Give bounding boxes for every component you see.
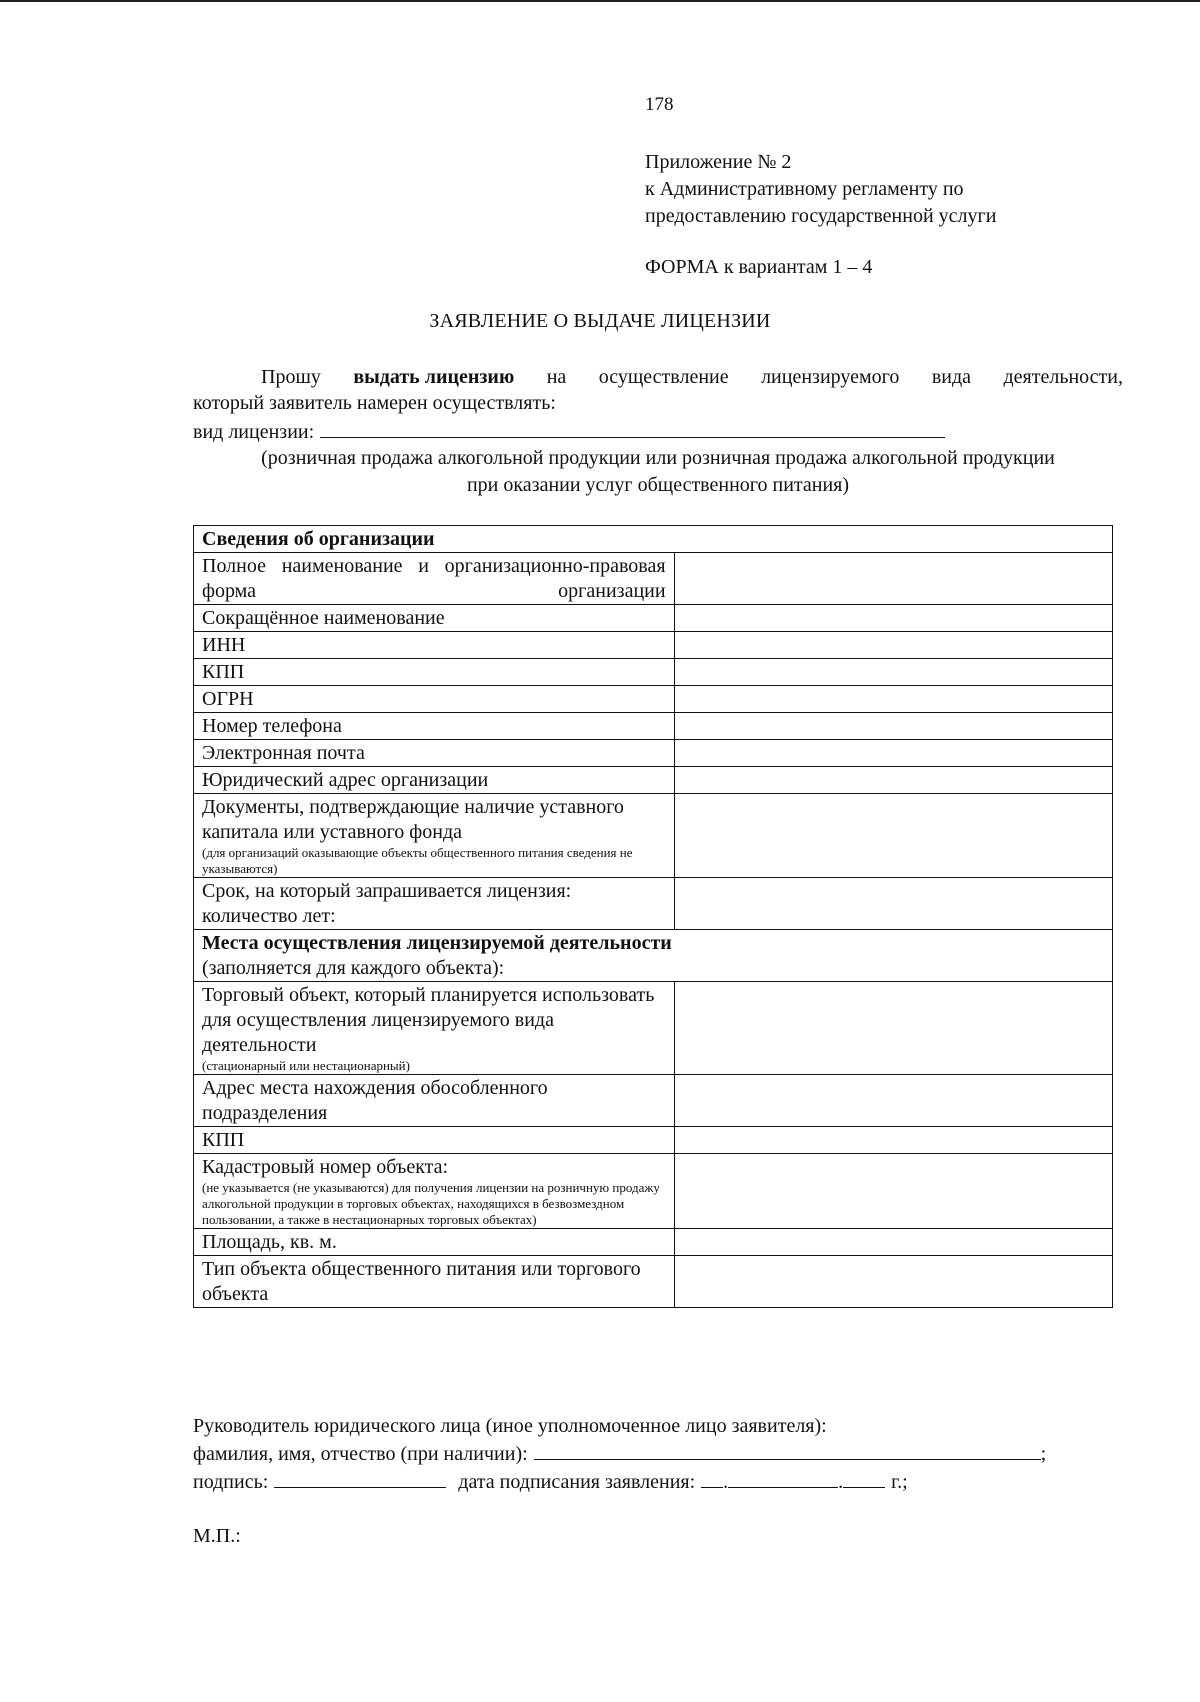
request-word: деятельности, bbox=[1003, 366, 1123, 388]
request-word: Прошу bbox=[261, 366, 321, 388]
label-capital-docs bbox=[194, 794, 675, 878]
license-type-label: вид лицензии: bbox=[193, 421, 315, 443]
organization-info-table bbox=[193, 525, 1113, 1308]
value-license-term[interactable] bbox=[674, 878, 1112, 930]
request-bold-phrase: выдать лицензию bbox=[353, 366, 515, 388]
value-full-name[interactable] bbox=[674, 553, 1112, 605]
label-legal-address: Юридический адрес организации bbox=[194, 767, 675, 794]
table-row bbox=[194, 553, 1113, 605]
section2-title: Места осуществления лицензируемой деятельности bbox=[202, 932, 672, 954]
table-row bbox=[194, 794, 1113, 878]
license-type-field[interactable] bbox=[320, 419, 945, 438]
label-phone: Номер телефона bbox=[194, 713, 675, 740]
value-email[interactable] bbox=[674, 740, 1112, 767]
signature-field[interactable] bbox=[274, 1469, 446, 1488]
table-row bbox=[194, 982, 1113, 1075]
page-number: 178 bbox=[645, 94, 674, 115]
value-cadastral[interactable] bbox=[674, 1154, 1112, 1229]
cadastral-note: (не указывается (не указываются) для получения лицензии на розничную продажу алкогольной продукции в торговых объектах, находящихся в безвозмездном пользовании, а также в нестационарных торговых объектах) bbox=[202, 1180, 660, 1227]
term-line-1: Срок, на который запрашивается лицензия: bbox=[202, 880, 572, 902]
table-row bbox=[194, 878, 1113, 930]
stamp-place-label: М.П.: bbox=[193, 1525, 241, 1547]
table-row bbox=[194, 767, 1113, 794]
capital-docs-text: Документы, подтверждающие наличие уставного капитала или уставного фонда bbox=[202, 796, 624, 843]
table-row bbox=[194, 686, 1113, 713]
section-header-organization: Сведения об организации bbox=[194, 526, 1113, 553]
capital-docs-note: (для организаций оказывающие объекты общественного питания сведения не указываются) bbox=[202, 845, 633, 876]
label-kpp: КПП bbox=[194, 659, 675, 686]
fio-row bbox=[193, 1440, 1046, 1468]
table-row bbox=[194, 1127, 1113, 1154]
license-type-row bbox=[193, 419, 945, 444]
trade-object-note: (стационарный или нестационарный) bbox=[202, 1058, 410, 1073]
table-row bbox=[194, 1256, 1113, 1308]
term-line-2: количество лет: bbox=[202, 905, 336, 927]
label-object-type: Тип объекта общественного питания или торгового объекта bbox=[194, 1256, 675, 1308]
value-capital-docs[interactable] bbox=[674, 794, 1112, 878]
value-kpp-branch[interactable] bbox=[674, 1127, 1112, 1154]
value-inn[interactable] bbox=[674, 632, 1112, 659]
year-suffix: г.; bbox=[891, 1471, 908, 1493]
hint-line-2: при оказании услуг общественного питания) bbox=[466, 474, 850, 496]
request-word: вида bbox=[931, 366, 972, 388]
table-row bbox=[194, 930, 1113, 982]
value-trade-object[interactable] bbox=[674, 982, 1112, 1075]
date-year-field[interactable] bbox=[843, 1469, 885, 1488]
request-word: на bbox=[546, 366, 567, 388]
label-cadastral bbox=[194, 1154, 675, 1229]
request-line-2: который заявитель намерен осуществлять: bbox=[193, 392, 556, 414]
table-row bbox=[194, 605, 1113, 632]
appendix-header bbox=[645, 149, 996, 230]
value-phone[interactable] bbox=[674, 713, 1112, 740]
fio-label: фамилия, имя, отчество (при наличии): bbox=[193, 1443, 528, 1465]
value-area[interactable] bbox=[674, 1229, 1112, 1256]
section2-note: (заполняется для каждого объекта): bbox=[202, 957, 505, 979]
appendix-line-2: к Административному регламенту по bbox=[645, 178, 964, 200]
document-title: ЗАЯВЛЕНИЕ О ВЫДАЧЕ ЛИЦЕНЗИИ bbox=[429, 310, 771, 332]
section-header-locations bbox=[194, 930, 1113, 982]
trade-object-text: Торговый объект, который планируется использовать для осуществления лицензируемого вида деятельности bbox=[202, 984, 655, 1056]
value-legal-address[interactable] bbox=[674, 767, 1112, 794]
table-row bbox=[194, 632, 1113, 659]
hint-line-1: (розничная продажа алкогольной продукции или розничная продажа алкогольной продукции bbox=[261, 447, 1055, 469]
label-ogrn: ОГРН bbox=[194, 686, 675, 713]
date-month-field[interactable] bbox=[728, 1469, 838, 1488]
label-email: Электронная почта bbox=[194, 740, 675, 767]
table-row bbox=[194, 659, 1113, 686]
label-inn: ИНН bbox=[194, 632, 675, 659]
table-row bbox=[194, 526, 1113, 553]
label-license-term bbox=[194, 878, 675, 930]
date-separator: . bbox=[838, 1471, 844, 1493]
table-row bbox=[194, 713, 1113, 740]
date-separator: . bbox=[723, 1471, 729, 1493]
fio-field[interactable] bbox=[534, 1441, 1041, 1460]
label-branch-address: Адрес места нахождения обособленного подразделения bbox=[194, 1075, 675, 1127]
appendix-line-1: Приложение № 2 bbox=[645, 151, 792, 173]
signature-date-row bbox=[193, 1468, 1046, 1496]
label-kpp-branch: КПП bbox=[194, 1127, 675, 1154]
license-type-hint bbox=[193, 445, 1123, 499]
date-label: дата подписания заявления: bbox=[458, 1471, 696, 1493]
table-row bbox=[194, 1154, 1113, 1229]
label-trade-object bbox=[194, 982, 675, 1075]
fio-end: ; bbox=[1040, 1443, 1047, 1465]
top-border-line bbox=[0, 0, 1200, 2]
cadastral-text: Кадастровый номер объекта: bbox=[202, 1156, 449, 1178]
request-line-1 bbox=[193, 364, 1123, 390]
form-variant-label: ФОРМА к вариантам 1 – 4 bbox=[645, 256, 873, 278]
label-area: Площадь, кв. м. bbox=[194, 1229, 675, 1256]
label-full-name: Полное наименование и организационно-правовая форма организации bbox=[194, 553, 675, 605]
table-row bbox=[194, 1229, 1113, 1256]
value-ogrn[interactable] bbox=[674, 686, 1112, 713]
signatory-heading: Руководитель юридического лица (иное уполномоченное лицо заявителя): bbox=[193, 1415, 827, 1437]
signature-block bbox=[193, 1412, 1046, 1496]
request-word: лицензируемого bbox=[761, 366, 900, 388]
table-row bbox=[194, 740, 1113, 767]
value-short-name[interactable] bbox=[674, 605, 1112, 632]
signature-label: подпись: bbox=[193, 1471, 269, 1493]
date-day-field[interactable] bbox=[701, 1469, 723, 1488]
request-paragraph bbox=[193, 364, 1123, 416]
value-kpp[interactable] bbox=[674, 659, 1112, 686]
value-object-type[interactable] bbox=[674, 1256, 1112, 1308]
value-branch-address[interactable] bbox=[674, 1075, 1112, 1127]
label-short-name: Сокращённое наименование bbox=[194, 605, 675, 632]
request-word: осуществление bbox=[598, 366, 729, 388]
table-row bbox=[194, 1075, 1113, 1127]
appendix-line-3: предоставлению государственной услуги bbox=[645, 205, 997, 227]
